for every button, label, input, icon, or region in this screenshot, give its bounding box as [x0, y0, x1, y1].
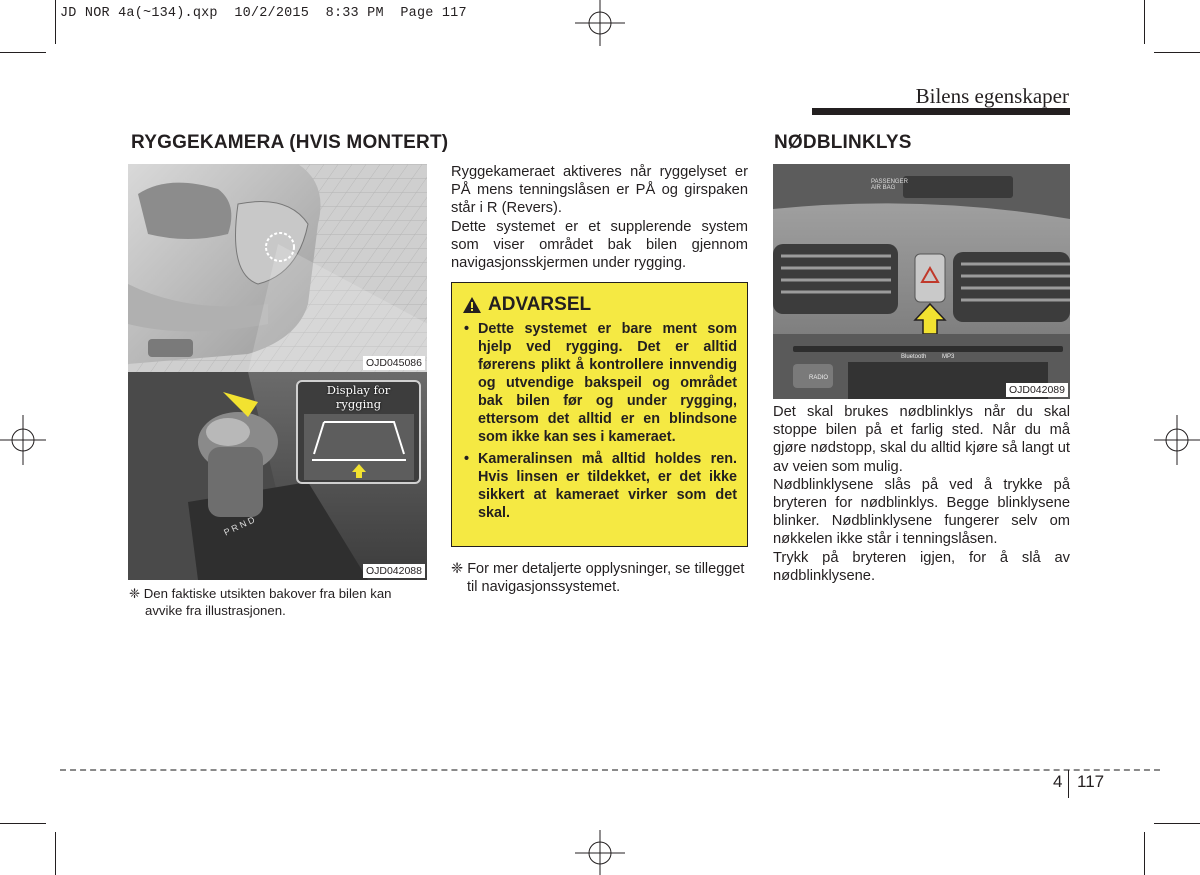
note-text: For mer detaljerte opplysninger, se tillegget til navigasjonssystemet. — [467, 561, 745, 595]
page-number-separator — [1068, 770, 1069, 798]
crop-mark — [55, 0, 56, 44]
slug-line: JD NOR 4a(~134).qxp 10/2/2015 8:33 PM Page 117 — [60, 6, 467, 21]
photo-code: OJD042089 — [1006, 383, 1068, 397]
note-symbol: ❈ — [451, 561, 464, 577]
warning-list — [462, 320, 737, 522]
paragraph: Det skal brukes nødblinklys når du skal stoppe bilen på et farlig sted. Når du må gjøre nødstopp, skal du alltid kjøre så langt ut av veien som mulig. — [773, 404, 1070, 475]
note-text: Den faktiske utsikten bakover fra bilen kan avvike fra illustrasjonen. — [143, 586, 392, 618]
warning-box — [451, 282, 748, 547]
note-symbol: ❈ — [129, 586, 141, 601]
warning-item: • Kameralinsen må alltid holdes ren. Hvis linsen er tildekket, er det ikke sikkert at kameraet virker som det skal. — [464, 451, 737, 521]
paragraph: Ryggekameraet aktiveres når ryggelyset er PÅ mens tenningslåsen er PÅ og girspaken står i R (Revers). — [451, 164, 748, 217]
paragraph: Trykk på bryteren igjen, for å slå av nødblinklysene. — [773, 549, 1070, 584]
airbag-label: PASSENGER AIR BAG — [871, 179, 908, 191]
chapter-number: 4 — [1053, 772, 1063, 791]
audio-labels: Bluetooth MP3 — [901, 354, 955, 360]
rear-camera-car-photo — [128, 164, 427, 372]
paragraph: Nødblinklysene slås på ved å trykke på bryteren for nødblinklys. Begge blinklysene blinker. Nødblinklysene fungerer selv om nøkkelen ikke står i tenningslåsen. — [773, 476, 1070, 548]
note-navigation — [451, 560, 748, 596]
running-head-bar — [812, 108, 1070, 115]
display-label: Display for rygging — [326, 383, 391, 411]
warning-item: • Dette systemet er bare ment som hjelp ved rygging. Det er alltid førerens plikt å kontrollere innvendig og utvendige bakspeil og området bak bilen før og under rygging, ettersom det alltid er en blindsone som ikke kan ses i kameraet. — [464, 321, 737, 445]
running-head: Bilens egenskaper — [915, 84, 1069, 108]
note-illustration — [129, 585, 427, 619]
crop-mark — [0, 823, 46, 824]
paragraph: Dette systemet er et supplerende system som viser området bak bilen gjennom navigasjonsskjermen under rygging. — [451, 218, 748, 272]
photo-code: OJD045086 — [363, 356, 425, 370]
page-number: 117 — [1077, 772, 1105, 791]
registration-mark-left — [0, 410, 46, 470]
warning-triangle-icon — [462, 296, 482, 314]
section-title-hazard: NØDBLINKLYS — [774, 132, 912, 153]
shift-letters: P R N D — [222, 514, 257, 538]
hazard-body — [773, 403, 1070, 585]
display-inset — [296, 380, 421, 484]
registration-mark-bottom — [570, 830, 630, 875]
footer-rule — [60, 769, 1160, 771]
warning-title: ADVARSEL — [462, 294, 737, 316]
registration-mark-right — [1154, 410, 1200, 470]
section-title-rear-camera: RYGGEKAMERA (HVIS MONTERT) — [131, 132, 449, 153]
hazard-switch-photo — [773, 164, 1070, 399]
crop-mark — [1144, 0, 1145, 44]
crop-mark — [1144, 832, 1145, 875]
crop-mark — [1154, 823, 1200, 824]
rear-camera-body — [451, 163, 748, 272]
crop-mark — [0, 52, 46, 53]
registration-mark-top — [570, 0, 630, 46]
crop-mark — [1154, 52, 1200, 53]
gear-shift-photo — [128, 372, 427, 580]
radio-button-label: RADIO — [809, 375, 829, 381]
crop-mark — [55, 832, 56, 875]
photo-code: OJD042088 — [363, 564, 425, 578]
